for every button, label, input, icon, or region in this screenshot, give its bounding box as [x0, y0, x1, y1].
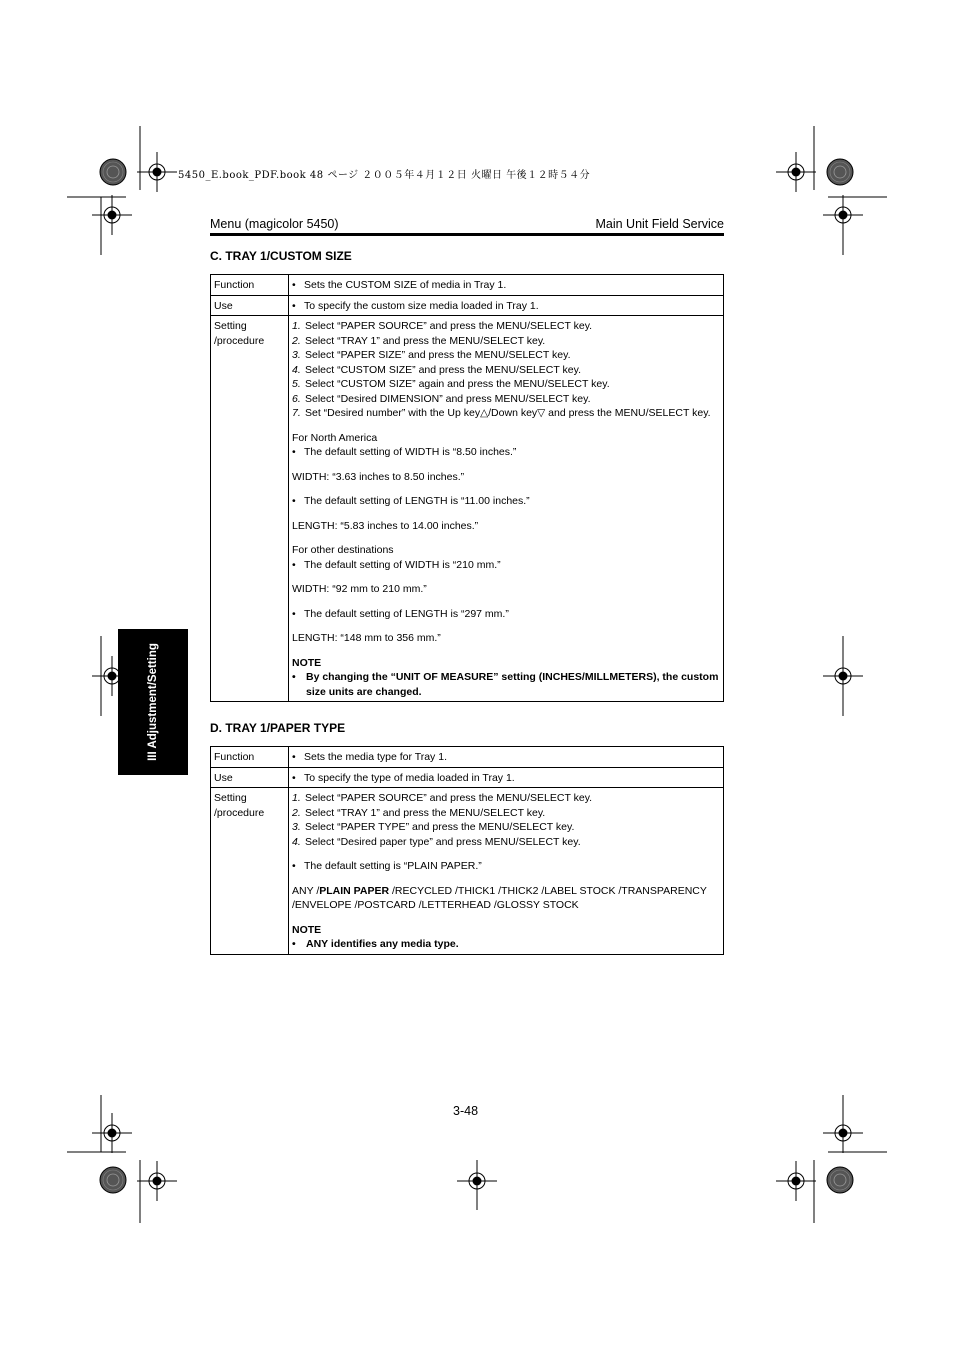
- table-row: Setting /procedure 1. Select “PAPER SOURCE” and press the MENU/SELECT key. 2. Select “TRAY 1” and press the MENU/SELECT key. 3. Select “PAPER SIZE” and press the MENU/SELECT key. 4. Select “CUSTOM SIZE” and press the MENU/SELECT key. 5. Select “CUSTOM SIZE” again and press the MENU/SELECT key. 6. Select “Desired DIMENSION” and press MENU/SELECT key. 7. Set “Desired number” with the Up key△/Down key▽ and press the MENU/SELECT key. For North America • The default setting of WIDTH is “8.50 inches.” WIDTH: “3.63 inches to 8.50 inches.” • The default setting of LENGTH is “11.00 inches.” LENGTH: “5.83 inches to 14.00 inches.” For other destinations • The default setting of WIDTH is “210 mm.” WIDTH: “92 mm to 210 mm.” • The default setting of LENGTH is “297 mm.” LENGTH: “148 mm to 356 mm.” NOTE • By changing the “UNIT OF MEASURE” setting (INCHES/MILLMETERS), the custom size units are changed.: [211, 316, 724, 702]
- header-right: Main Unit Field Service: [595, 217, 724, 231]
- table-row: Use • To specify the type of media loaded in Tray 1.: [211, 767, 724, 788]
- function-label: Function: [211, 747, 289, 768]
- header-rule: [210, 233, 724, 236]
- od-length-default: The default setting of LENGTH is “297 mm.”: [304, 607, 509, 620]
- na-length-range: LENGTH: “5.83 inches to 14.00 inches.”: [292, 519, 479, 532]
- default-text: The default setting is “PLAIN PAPER.”: [304, 860, 482, 872]
- na-length-default: The default setting of LENGTH is “11.00 inches.”: [304, 495, 530, 507]
- step-item: 4. Select “Desired paper type” and press MENU/SELECT key.: [292, 835, 581, 848]
- na-heading: For North America: [292, 431, 378, 444]
- na-width-range: WIDTH: “3.63 inches to 8.50 inches.”: [292, 470, 465, 483]
- use-text: To specify the type of media loaded in Tray 1.: [304, 771, 515, 784]
- setting-label: Setting: [214, 320, 247, 332]
- step-item: 1. Select “PAPER SOURCE” and press the MENU/SELECT key.: [292, 792, 593, 804]
- print-slug: 5450_E.book_PDF.book 48 ページ ２００５年４月１２日 火曜日 午後１２時５４分: [178, 170, 591, 181]
- procedure-label: /procedure: [214, 334, 265, 347]
- setting-label: Setting: [214, 792, 247, 804]
- function-label: Function: [211, 275, 289, 296]
- table-row: Function • Sets the CUSTOM SIZE of media in Tray 1.: [211, 275, 724, 296]
- section-c-title: C. TRAY 1/CUSTOM SIZE: [210, 249, 352, 263]
- step-item: 1. Select “PAPER SOURCE” and press the MENU/SELECT key.: [292, 320, 593, 332]
- section-d-table: [210, 746, 724, 955]
- note-text: By changing the “UNIT OF MEASURE” setting (INCHES/MILLMETERS), the custom size units are changed.: [306, 671, 719, 698]
- use-text: To specify the custom size media loaded in Tray 1.: [304, 299, 539, 312]
- use-label: Use: [211, 767, 289, 788]
- header-left: Menu (magicolor 5450): [210, 217, 339, 231]
- function-text: Sets the media type for Tray 1.: [304, 751, 447, 763]
- step-item: 3. Select “PAPER TYPE” and press the MENU/SELECT key.: [292, 821, 575, 833]
- table-row: Setting /procedure 1. Select “PAPER SOURCE” and press the MENU/SELECT key. 2. Select “TRAY 1” and press the MENU/SELECT key. 3. Select “PAPER TYPE” and press the MENU/SELECT key. 4. Select “Desired paper type” and press MENU/SELECT key. • The default setting is “PLAIN PAPER.” ANY /PLAIN PAPER /RECYCLED /THICK1 /THICK2 /LABEL STOCK /TRANSPARENCY /ENVELOPE /POSTCARD /LETTERHEAD /GLOSSY STOCK NOTE • ANY identifies any media type.: [211, 788, 724, 955]
- paper-type-options: ANY /PLAIN PAPER /RECYCLED /THICK1 /THICK2 /LABEL STOCK /TRANSPARENCY /ENVELOPE /POSTCARD /LETTERHEAD /GLOSSY STOCK: [292, 884, 707, 911]
- step-item: 7. Set “Desired number” with the Up key△/Down key▽ and press the MENU/SELECT key.: [292, 407, 711, 419]
- section-d-title: D. TRAY 1/PAPER TYPE: [210, 721, 346, 735]
- section-c-table: [210, 274, 724, 702]
- step-item: 2. Select “TRAY 1” and press the MENU/SELECT key.: [292, 806, 546, 819]
- step-item: 3. Select “PAPER SIZE” and press the MENU/SELECT key.: [292, 349, 571, 361]
- page-number: 3-48: [453, 1104, 479, 1118]
- table-row: Use • To specify the custom size media loaded in Tray 1.: [211, 295, 724, 316]
- od-width-default: The default setting of WIDTH is “210 mm.”: [304, 558, 501, 571]
- side-tab: [118, 629, 188, 775]
- side-tab-label: III Adjustment/Setting: [147, 643, 159, 761]
- note-label: NOTE: [292, 923, 322, 936]
- od-heading: For other destinations: [292, 544, 394, 556]
- step-item: 6. Select “Desired DIMENSION” and press MENU/SELECT key.: [292, 392, 591, 405]
- note-label: NOTE: [292, 656, 322, 669]
- od-width-range: WIDTH: “92 mm to 210 mm.”: [292, 583, 427, 595]
- use-label: Use: [211, 295, 289, 316]
- na-width-default: The default setting of WIDTH is “8.50 inches.”: [304, 446, 517, 458]
- note-text: ANY identifies any media type.: [306, 938, 459, 950]
- step-item: 4. Select “CUSTOM SIZE” and press the MENU/SELECT key.: [292, 363, 581, 376]
- step-item: 2. Select “TRAY 1” and press the MENU/SELECT key.: [292, 334, 546, 347]
- procedure-label: /procedure: [214, 806, 265, 819]
- od-length-range: LENGTH: “148 mm to 356 mm.”: [292, 632, 441, 644]
- table-row: Function • Sets the media type for Tray 1.: [211, 747, 724, 768]
- function-text: Sets the CUSTOM SIZE of media in Tray 1.: [304, 279, 507, 291]
- step-item: 5. Select “CUSTOM SIZE” again and press the MENU/SELECT key.: [292, 378, 610, 390]
